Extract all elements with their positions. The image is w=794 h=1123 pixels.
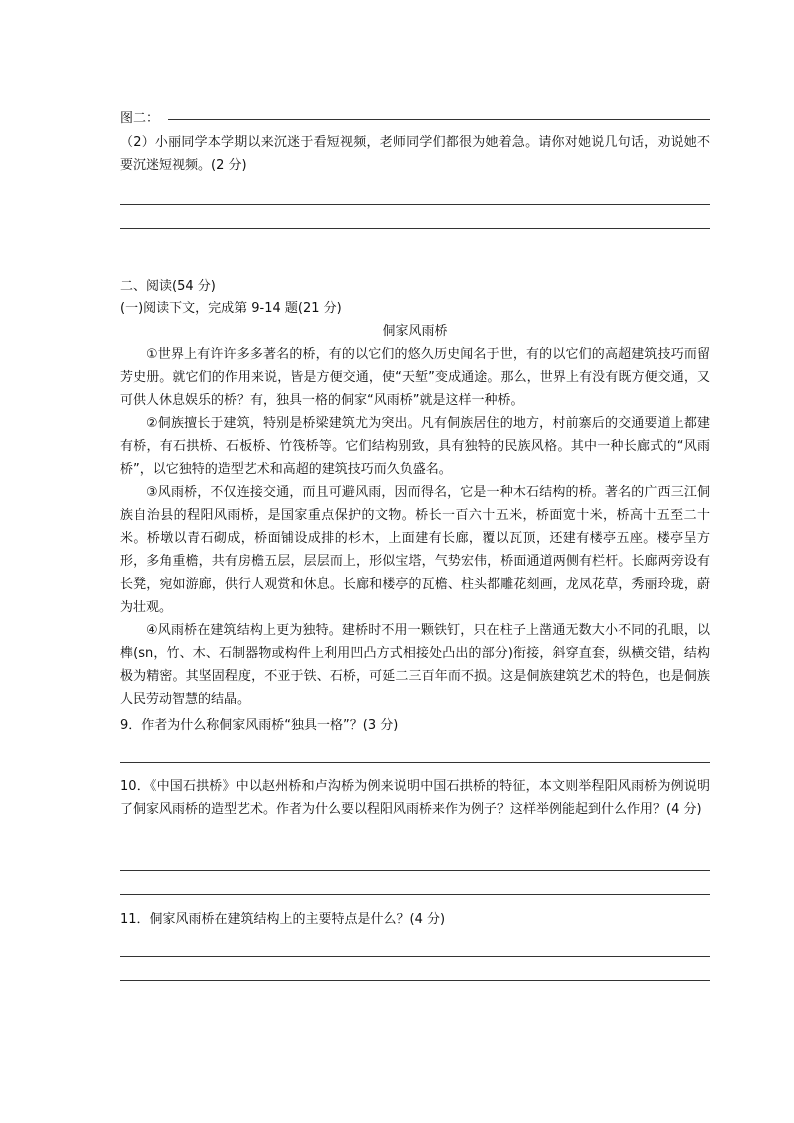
answer-line-q10-2[interactable] <box>120 894 710 895</box>
article-paragraph-4: ④风雨桥在建筑结构上更为独特。建桥时不用一颗铁钉，只在柱子上凿通无数大小不同的孔眼，以榫(sn，竹、木、石制器物或构件上利用凹凸方式相接处凸出的部分)衔接，斜穿直套，纵横交错，结构极为精密。其坚固程度，不亚于铁、石桥，可延二三百年而不损。这是侗族建筑艺术的特色，也是侗族人民劳动智慧的结晶。 <box>120 623 710 707</box>
section-heading: 二、阅读(54 分) <box>120 279 216 294</box>
answer-line-q2-1[interactable] <box>120 204 710 205</box>
answer-line-q11-2[interactable] <box>120 980 710 981</box>
answer-line-q11-1[interactable] <box>120 956 710 957</box>
question-2-text: （2）小丽同学本学期以来沉迷于看短视频，老师同学们都很为她着急。请你对她说几句话，劝说她不要沉迷短视频。(2 分) <box>120 135 710 173</box>
question-11-text: 11．侗家风雨桥在建筑结构上的主要特点是什么？(4 分) <box>120 912 446 927</box>
article-paragraph-3: ③风雨桥，不仅连接交通，而且可避风雨，因而得名，它是一种木石结构的桥。著名的广西三江侗族自治县的程阳风雨桥，是国家重点保护的文物。桥长一百六十五米，桥面宽十米，桥高十五至二十米。桥墩以青石砌成，桥面铺设成排的杉木，上面建有长廊，覆以瓦顶，还建有楼亭五座。楼亭呈方形，多角重檐，共有房檐五层，层层而上，形似宝塔，气势宏伟，桥面通道两侧有栏杆。长廊两旁设有长凳，宛如游廊，供行人观赏和休息。长廊和楼亭的瓦檐、柱头都雕花刻画，龙凤花草，秀丽玲珑，蔚为壮观。 <box>120 485 710 615</box>
question-9-text: 9．作者为什么称侗家风雨桥“独具一格”？(3 分) <box>120 718 399 733</box>
answer-line-q10-1[interactable] <box>120 870 710 871</box>
answer-line-q2-2[interactable] <box>120 228 710 229</box>
article-title: 侗家风雨桥 <box>382 324 448 339</box>
question-10-text: 10．《中国石拱桥》中以赵州桥和卢沟桥为例来说明中国石拱桥的特征，本文则举程阳风雨桥为例说明了侗家风雨桥的造型艺术。作者为什么要以程阳风雨桥来作为例子？这样举例能起到什么作用？(4 分) <box>120 779 710 817</box>
tu-er-label: 图二： <box>120 111 160 126</box>
answer-line-tu-er[interactable] <box>168 119 710 120</box>
subsection-heading: (一)阅读下文，完成第 9-14 题(21 分) <box>120 301 342 316</box>
answer-line-q9[interactable] <box>120 762 710 763</box>
article-paragraph-1: ①世界上有许许多多著名的桥，有的以它们的悠久历史闻名于世，有的以它们的高超建筑技巧而留芳史册。就它们的作用来说，皆是方便交通，使“天堑”变成通途。那么，世界上有没有既方便交通，又可供人休息娱乐的桥？有，独具一格的侗家“风雨桥”就是这样一种桥。 <box>120 347 710 408</box>
article-paragraph-2: ②侗族擅长于建筑，特别是桥梁建筑尤为突出。凡有侗族居住的地方，村前寨后的交通要道上都建有桥，有石拱桥、石板桥、竹筏桥等。它们结构别致，具有独特的民族风格。其中一种长廊式的“风雨桥”，以它独特的造型艺术和高超的建筑技巧而久负盛名。 <box>120 416 710 477</box>
